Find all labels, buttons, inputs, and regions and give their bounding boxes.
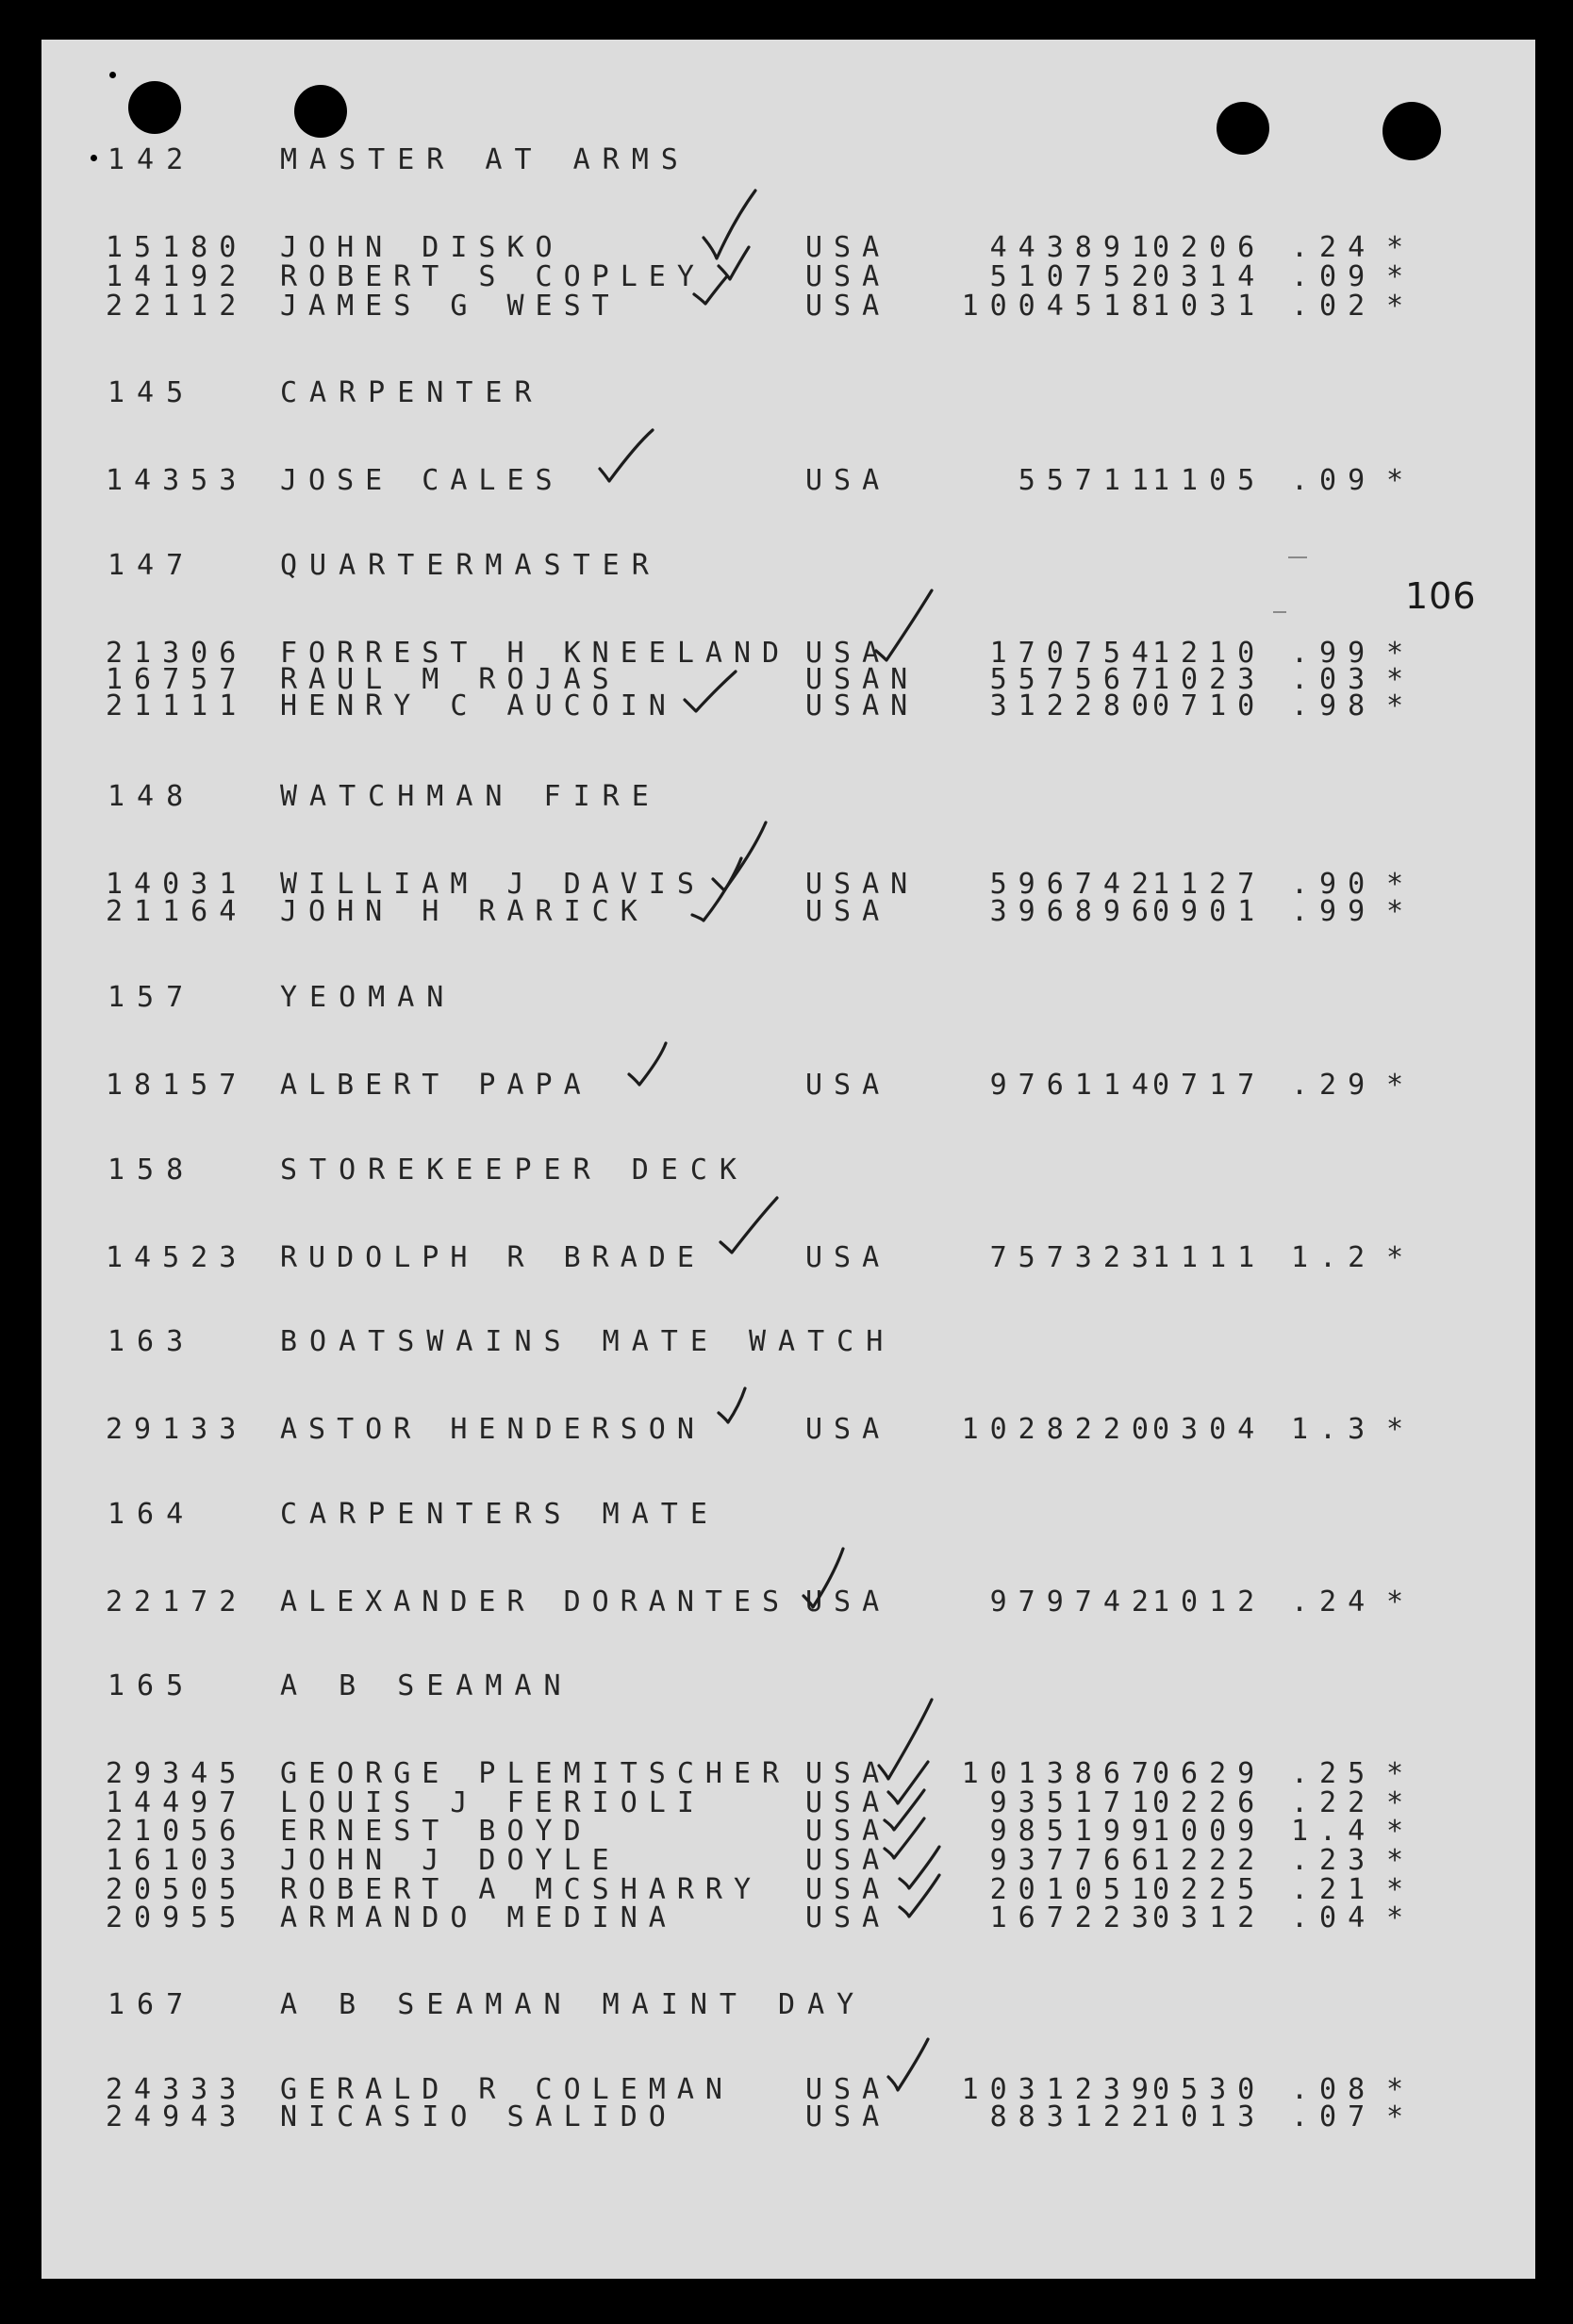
entry-name: JOHN J DOYLE [280,1844,621,1877]
entry-id: 14031 [106,868,248,901]
entry-mark: * [1386,1901,1416,1934]
entry-number: 312280 [989,689,1160,722]
entry-mark: * [1386,290,1416,323]
entry-citizenship: USA [805,637,891,670]
entry-date: 0629 [1152,1757,1267,1790]
entry-name: HENRY C AUCOIN [280,689,677,722]
entry-id: 16103 [106,1844,248,1877]
entry-name: RAUL M ROJAS [280,663,621,696]
entry-number: 937766 [989,1844,1160,1877]
section-header [41,143,1535,174]
section-code: 164 [108,1498,196,1531]
entry-mark: * [1386,231,1416,264]
section-code: 147 [108,549,196,582]
entry-mark: * [1386,1241,1416,1274]
entry-number: 1013867 [961,1757,1160,1790]
crew-entry-row [41,1786,1535,1817]
document-page [41,40,1535,2279]
entry-mark: * [1386,2073,1416,2106]
entry-date: 0710 [1152,689,1267,722]
entry-name: ERNEST BOYD [280,1815,592,1848]
entry-date: 1210 [1152,637,1267,670]
entry-citizenship: USA [805,1757,891,1790]
entry-mark: * [1386,1585,1416,1618]
entry-id: 14353 [106,464,248,497]
entry-date: 0314 [1152,260,1267,293]
entry-number: 1004518 [961,290,1160,323]
entry-citizenship: USA [805,1069,891,1102]
section-code: 167 [108,1988,196,2021]
entry-mark: * [1386,689,1416,722]
entry-id: 21164 [106,895,248,928]
entry-pct: .98 [1291,689,1377,722]
entry-name: JOSE CALES [280,464,564,497]
section-code: 142 [108,143,196,176]
entry-mark: * [1386,895,1416,928]
section-title: BOATSWAINS MATE WATCH [280,1325,896,1358]
entry-pct: .03 [1291,663,1377,696]
entry-pct: .21 [1291,1873,1377,1906]
entry-id: 14192 [106,260,248,293]
entry-date: 0530 [1152,2073,1267,2106]
entry-id: 18157 [106,1069,248,1102]
entry-pct: 1.4 [1291,1815,1377,1848]
entry-id: 22112 [106,290,248,323]
entry-name: ALBERT PAPA [280,1069,592,1102]
section-title: MASTER AT ARMS [280,143,690,176]
ink-dot [109,72,116,78]
entry-number: 596742 [989,868,1160,901]
entry-pct: .09 [1291,464,1377,497]
section-header [41,549,1535,582]
entry-number: 1028220 [961,1413,1160,1446]
section-code: 158 [108,1154,196,1187]
entry-id: 29133 [106,1413,248,1446]
section-title: QUARTERMASTER [280,549,661,582]
section-code: 148 [108,780,196,813]
entry-number: 935171 [989,1786,1160,1819]
entry-name: ROBERT A MCSHARRY [280,1873,763,1906]
section-header [41,1669,1535,1700]
entry-mark: * [1386,260,1416,293]
entry-citizenship: USA [805,2073,891,2106]
entry-name: FORREST H KNEELAND [280,637,791,670]
section-code: 145 [108,376,196,409]
smudge [1273,611,1286,613]
entry-citizenship: USA [805,260,891,293]
entry-date: 0225 [1152,1873,1267,1906]
entry-number: 985199 [989,1815,1160,1848]
entry-date: 0226 [1152,1786,1267,1819]
entry-date: 0304 [1152,1413,1267,1446]
entry-number: 170754 [989,637,1160,670]
entry-name: JAMES G WEST [280,290,621,323]
entry-number: 976114 [989,1069,1160,1102]
entry-name: WILLIAM J DAVIS [280,868,705,901]
entry-name: JOHN DISKO [280,231,564,264]
entry-number: 55711 [1018,464,1160,497]
entry-pct: .24 [1291,1585,1377,1618]
section-title: STOREKEEPER DECK [280,1154,749,1187]
entry-id: 21056 [106,1815,248,1848]
crew-entry-row [41,1585,1535,1616]
entry-date: 1013 [1152,2100,1267,2133]
entry-id: 14497 [106,1786,248,1819]
entry-pct: .99 [1291,637,1377,670]
crew-entry-row [41,1241,1535,1274]
entry-citizenship: USA [805,2100,891,2133]
entry-pct: .24 [1291,231,1377,264]
section-header [41,1154,1535,1187]
entry-date: 1127 [1152,868,1267,901]
entry-pct: .08 [1291,2073,1377,2106]
entry-mark: * [1386,1413,1416,1446]
section-title: WATCHMAN FIRE [280,780,661,813]
section-code: 165 [108,1669,196,1702]
crew-entry-row [41,260,1535,293]
entry-citizenship: USA [805,1873,891,1906]
entry-number: 396896 [989,895,1160,928]
entry-name: GERALD R COLEMAN [280,2073,734,2106]
entry-date: 1111 [1152,1241,1267,1274]
entry-name: ALEXANDER DORANTES [280,1585,791,1618]
entry-name: GEORGE PLEMITSCHER [280,1757,791,1790]
crew-entry-row [41,1844,1535,1877]
entry-citizenship: USA [805,1786,891,1819]
entry-pct: .99 [1291,895,1377,928]
entry-citizenship: USAN [805,868,919,901]
section-title: A B SEAMAN [280,1669,573,1702]
entry-mark: * [1386,1815,1416,1848]
entry-date: 1023 [1152,663,1267,696]
entry-name: ASTOR HENDERSON [280,1413,705,1446]
entry-name: ARMANDO MEDINA [280,1901,677,1934]
entry-citizenship: USA [805,290,891,323]
crew-entry-row [41,868,1535,901]
entry-pct: .29 [1291,1069,1377,1102]
entry-date: 1105 [1152,464,1267,497]
entry-mark: * [1386,1786,1416,1819]
crew-entry-row [41,231,1535,264]
entry-date: 1031 [1152,290,1267,323]
entry-citizenship: USA [805,1844,891,1877]
entry-date: 0312 [1152,1901,1267,1934]
punch-hole [128,81,181,134]
entry-pct: .23 [1291,1844,1377,1877]
entry-pct: .07 [1291,2100,1377,2133]
entry-id: 15180 [106,231,248,264]
section-header [41,1498,1535,1531]
entry-mark: * [1386,1757,1416,1790]
entry-pct: 1.3 [1291,1413,1377,1446]
entry-mark: * [1386,2100,1416,2133]
section-header [41,1988,1535,2021]
entry-pct: .09 [1291,260,1377,293]
entry-pct: .04 [1291,1901,1377,1934]
entry-mark: * [1386,1873,1416,1906]
punch-hole [294,85,347,138]
entry-id: 24943 [106,2100,248,2133]
entry-id: 16757 [106,663,248,696]
entry-mark: * [1386,868,1416,901]
entry-pct: .02 [1291,290,1377,323]
entry-id: 24333 [106,2073,248,2106]
entry-name: LOUIS J FERIOLI [280,1786,705,1819]
entry-number: 883122 [989,2100,1160,2133]
entry-number: 510752 [989,260,1160,293]
entry-id: 22172 [106,1585,248,1618]
entry-citizenship: USAN [805,689,919,722]
entry-number: 757323 [989,1241,1160,1274]
crew-entry-row [41,464,1535,497]
section-title: CARPENTER [280,376,544,409]
entry-citizenship: USA [805,1241,891,1274]
entry-number: 979742 [989,1585,1160,1618]
entry-citizenship: USA [805,1901,891,1934]
crew-entry-row [41,1815,1535,1848]
entry-pct: .25 [1291,1757,1377,1790]
entry-name: RUDOLPH R BRADE [280,1241,705,1274]
entry-id: 21111 [106,689,248,722]
section-title: YEOMAN [280,981,456,1014]
entry-citizenship: USA [805,1815,891,1848]
crew-entry-row [41,2073,1535,2106]
entry-citizenship: USAN [805,663,919,696]
entry-id: 29345 [106,1757,248,1790]
entry-citizenship: USA [805,1413,891,1446]
entry-date: 0901 [1152,895,1267,928]
section-title: A B SEAMAN MAINT DAY [280,1988,867,2021]
entry-pct: .22 [1291,1786,1377,1819]
entry-name: ROBERT S COPLEY [280,260,705,293]
crew-entry-row [41,290,1535,323]
section-header [41,780,1535,813]
entry-citizenship: USA [805,895,891,928]
entry-date: 1012 [1152,1585,1267,1618]
crew-entry-row [41,1413,1535,1446]
crew-entry-row [41,1757,1535,1790]
section-code: 157 [108,981,196,1014]
entry-mark: * [1386,464,1416,497]
section-header [41,981,1535,1014]
section-title: CARPENTERS MATE [280,1498,720,1531]
entry-mark: * [1386,1844,1416,1877]
entry-date: 1222 [1152,1844,1267,1877]
entry-id: 14523 [106,1241,248,1274]
entry-id: 21306 [106,637,248,670]
section-header [41,376,1535,407]
entry-date: 0206 [1152,231,1267,264]
entry-id: 20505 [106,1873,248,1906]
entry-citizenship: USA [805,464,891,497]
entry-id: 20955 [106,1901,248,1934]
entry-pct: 1.2 [1291,1241,1377,1274]
entry-name: JOHN H RARICK [280,895,649,928]
entry-number: 557567 [989,663,1160,696]
crew-entry-row [41,689,1535,720]
crew-entry-row [41,1873,1535,1906]
entry-mark: * [1386,663,1416,696]
crew-entry-row [41,895,1535,928]
entry-mark: * [1386,637,1416,670]
entry-name: NICASIO SALIDO [280,2100,677,2133]
entry-citizenship: USA [805,231,891,264]
entry-citizenship: USA [805,1585,891,1618]
entry-date: 1009 [1152,1815,1267,1848]
section-code: 163 [108,1325,196,1358]
crew-entry-row [41,2100,1535,2131]
entry-number: 443891 [989,231,1160,264]
section-header [41,1325,1535,1358]
entry-pct: .90 [1291,868,1377,901]
crew-entry-row [41,1901,1535,1932]
entry-mark: * [1386,1069,1416,1102]
crew-entry-row [41,1069,1535,1102]
entry-number: 1031239 [961,2073,1160,2106]
entry-number: 201051 [989,1873,1160,1906]
page-number: 106 [1405,575,1477,617]
entry-number: 167223 [989,1901,1160,1934]
entry-date: 0717 [1152,1069,1267,1102]
